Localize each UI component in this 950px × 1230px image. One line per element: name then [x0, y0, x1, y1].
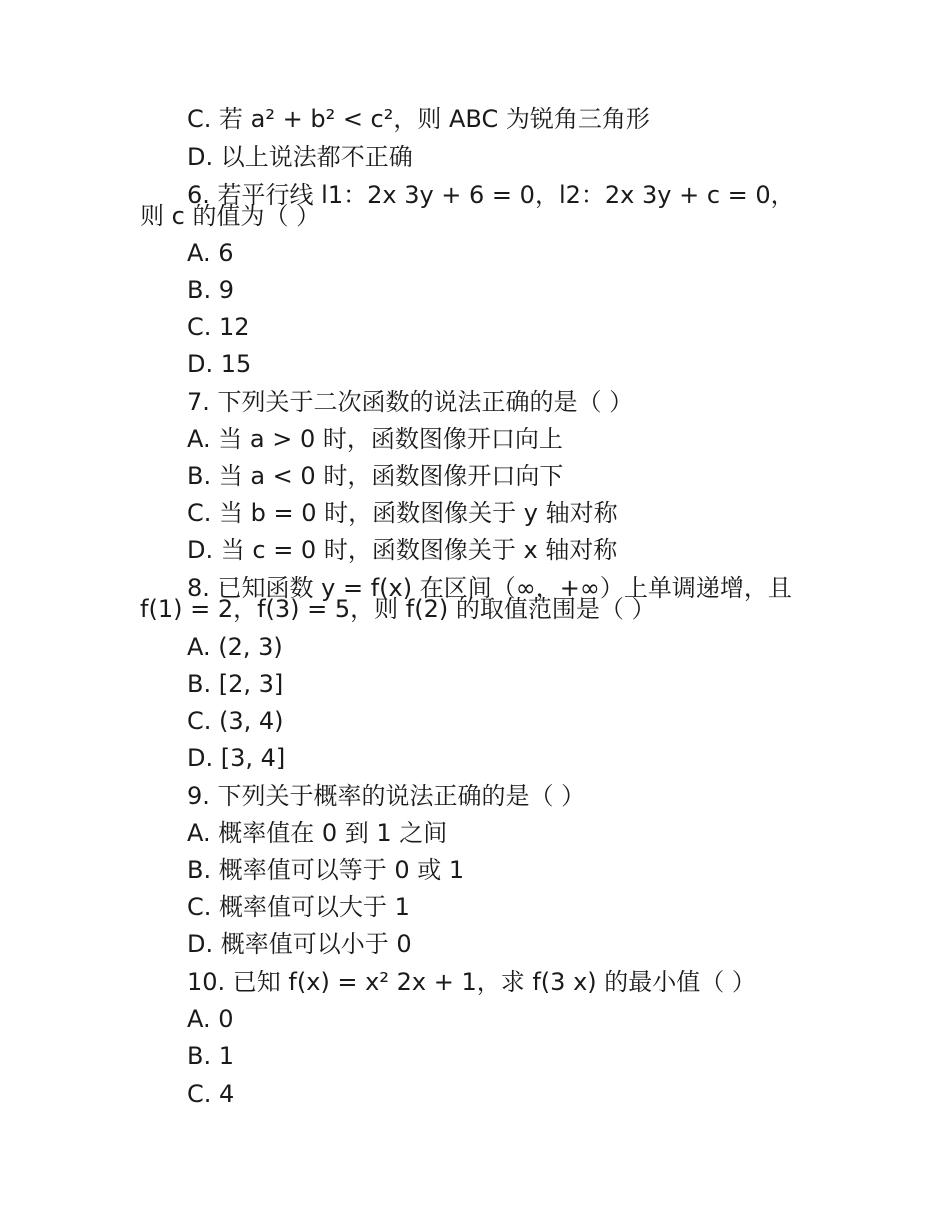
q6-option-d: D. 15	[187, 350, 252, 378]
q7-option-b: B. 当 a < 0 时，函数图像开口向下	[187, 462, 564, 490]
q6-stem-line1: 6. 若平行线 l1：2x 3y + 6 = 0，l2：2x 3y + c = 0，	[187, 181, 795, 209]
q5-option-d: D. 以上说法都不正确	[187, 143, 413, 171]
q7-option-c: C. 当 b = 0 时，函数图像关于 y 轴对称	[187, 499, 618, 527]
q9-option-b: B. 概率值可以等于 0 或 1	[187, 856, 465, 884]
q8-stem-line1: 8. 已知函数 y = f(x) 在区间（∞，+∞）上单调递增，且	[187, 574, 792, 602]
q7-stem: 7. 下列关于二次函数的说法正确的是（ ）	[187, 388, 634, 416]
q8-stem-line2: f(1) = 2，f(3) = 5，则 f(2) 的取值范围是（ ）	[140, 595, 656, 623]
q9-stem: 9. 下列关于概率的说法正确的是（ ）	[187, 782, 586, 810]
q9-option-a: A. 概率值在 0 到 1 之间	[187, 819, 448, 847]
q7-option-a: A. 当 a > 0 时，函数图像开口向上	[187, 425, 563, 453]
q8-option-d: D. [3, 4]	[187, 744, 286, 772]
q10-option-a: A. 0	[187, 1005, 234, 1033]
q8-option-a: A. (2, 3)	[187, 633, 283, 661]
q10-option-c: C. 4	[187, 1080, 235, 1108]
q6-option-b: B. 9	[187, 276, 234, 304]
q9-option-c: C. 概率值可以大于 1	[187, 893, 410, 921]
q9-option-d: D. 概率值可以小于 0	[187, 930, 412, 958]
q8-option-c: C. (3, 4)	[187, 707, 284, 735]
q6-option-a: A. 6	[187, 239, 234, 267]
q6-option-c: C. 12	[187, 313, 250, 341]
q7-option-d: D. 当 c = 0 时，函数图像关于 x 轴对称	[187, 536, 618, 564]
q6-stem-line2: 则 c 的值为（ ）	[140, 202, 321, 230]
q10-option-b: B. 1	[187, 1042, 234, 1070]
q8-option-b: B. [2, 3]	[187, 670, 284, 698]
q10-stem: 10. 已知 f(x) = x² 2x + 1，求 f(3 x) 的最小值（ ）	[187, 968, 756, 996]
q5-option-c: C. 若 a² + b² < c²，则 ABC 为锐角三角形	[187, 105, 650, 133]
